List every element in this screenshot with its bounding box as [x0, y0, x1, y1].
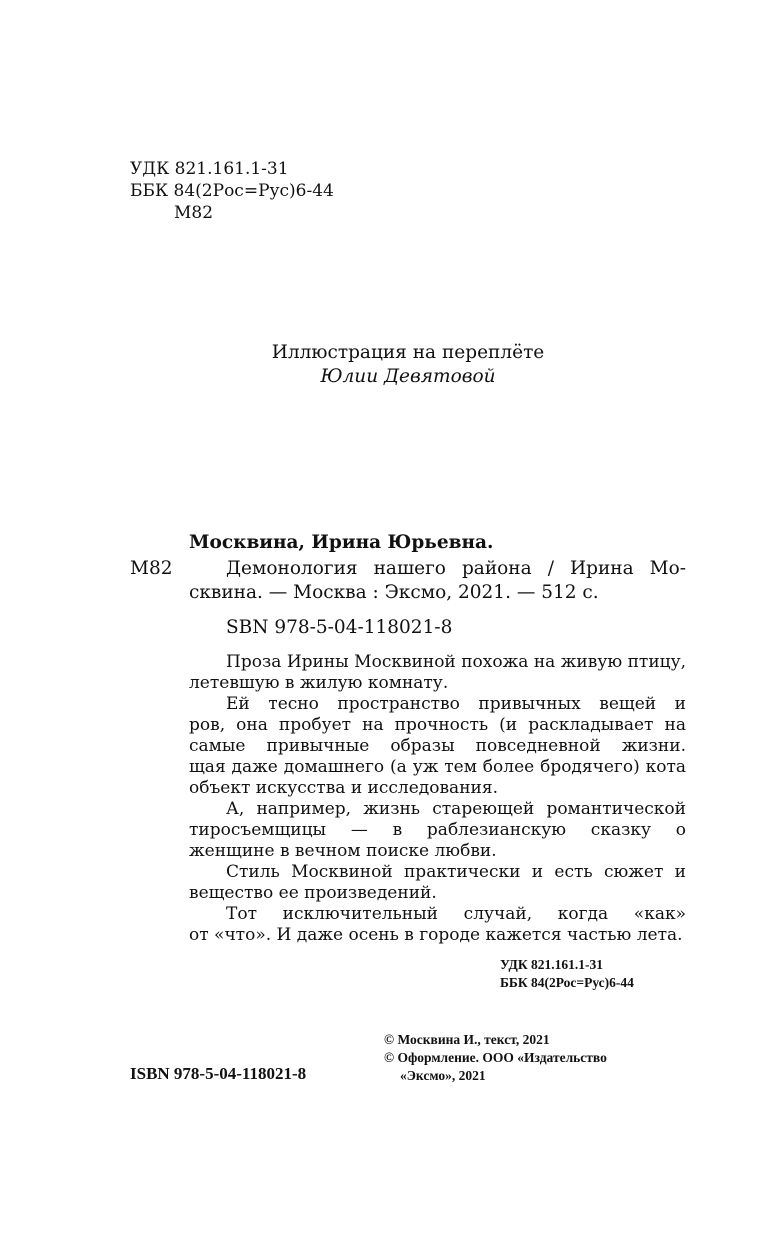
footer-bbk-code: ББК 84(2Рос=Рус)6-44	[500, 975, 634, 990]
record-title	[189, 557, 686, 605]
footer-udk-code: УДК 821.161.1-31	[500, 957, 603, 972]
illustration-credit-label: Иллюстрация на переплёте	[271, 342, 545, 363]
author-mark: М82	[174, 203, 214, 223]
annotation-line: вещество ее произведений.	[189, 883, 437, 903]
record-isbn: SBN 978-5-04-118021-8	[226, 617, 453, 638]
annotation-line: А, например, жизнь стареющей романтической	[226, 799, 686, 819]
annotation-line: тиросъемщицы — в раблезианскую сказку о	[189, 820, 686, 840]
annotation-line: Проза Ирины Москвиной похожа на живую птицу,	[226, 652, 686, 672]
record-title-line-2: сквина. — Москва : Эксмо, 2021. — 512 с.	[189, 582, 599, 603]
annotation-line: женщине в вечном поиске любви.	[189, 841, 497, 861]
annotation-line: объект искусства и исследования.	[189, 778, 498, 798]
copyright-design: © Оформление. ООО «Издательство	[384, 1050, 607, 1065]
annotation-line: Тот исключительный случай, когда «как»	[226, 904, 686, 924]
illustrator-name: Юлии Девятовой	[320, 366, 496, 387]
annotation-line: ров, она пробует на прочность (и раскладывает на	[189, 715, 686, 735]
annotation-line: щая даже домашнего (а уж тем более бродячего) кота	[189, 757, 686, 777]
annotation-line: от «что». И даже осень в городе кажется частью лета.	[189, 925, 683, 945]
annotation-line: Стиль Москвиной практически и есть сюжет и	[226, 862, 686, 882]
isbn-bottom: ISBN 978-5-04-118021-8	[130, 1064, 307, 1083]
record-title-line-1: Демонология нашего района / Ирина Мо-	[226, 558, 686, 579]
record-author-heading: Москвина, Ирина Юрьевна.	[189, 532, 494, 553]
copyright-text: © Москвина И., текст, 2021	[384, 1032, 550, 1047]
copyright-publisher: «Эксмо», 2021	[400, 1068, 486, 1083]
annotation-line: самые привычные образы повседневной жизни.	[189, 736, 686, 756]
annotation-text	[189, 652, 686, 946]
annotation-line: летевшую в жилую комнату.	[189, 673, 449, 693]
bbk-code: ББК 84(2Рос=Рус)6-44	[130, 181, 334, 201]
annotation-line: Ей тесно пространство привычных вещей и	[226, 694, 686, 714]
record-mark: М82	[130, 558, 173, 579]
udk-code: УДК 821.161.1-31	[130, 159, 289, 179]
